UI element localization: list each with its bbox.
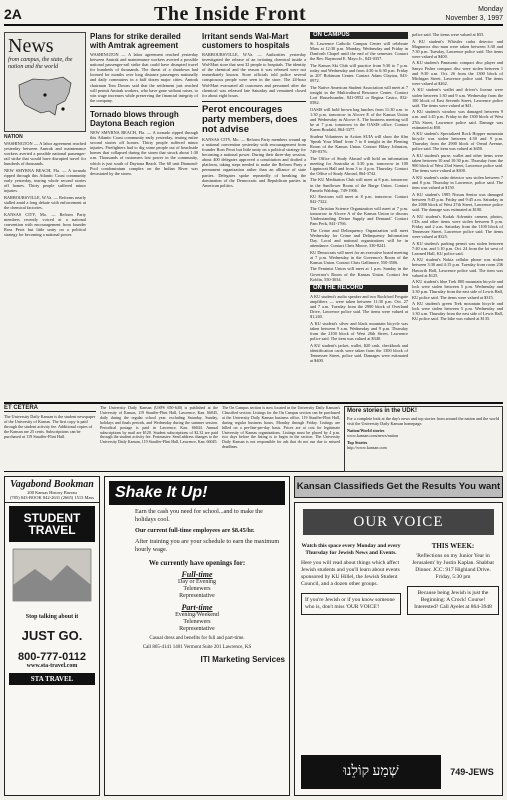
record-item: A KU student's parking permit was stolen between 7:40 a.m. and 1:10 p.m. Oct. 24 from the lot west of Learned Hall, KU police said. bbox=[412, 240, 503, 256]
masthead-info: The University Daily Kansan (USPS 650-640) is published at the University of Kansas, 119 Stauffer-Flint Hall, Lawrence, Kan. 66045, daily during the regular school year, excluding Saturday, Sunday, holidays and finals periods, and Wednesday during the summer session. Periodical postage is paid in Lawrence, Kan. 66044. Annual subscriptions by mail are $120. Student subscriptions of $2.32 are paid through the student activity fee. Postmaster: Send address changes to the University Daily Kansan, 119 Stauffer-Flint Hall, Lawrence, Kan. 66045. bbox=[100, 405, 218, 445]
column-stories-1 bbox=[90, 32, 198, 397]
et-cetera-box bbox=[4, 406, 96, 472]
divider bbox=[90, 106, 198, 107]
story-body: BARBOURSVILLE, W.Va. — Authorities yesterday investigated the release of an irritating chemical inside a Wal-Mart store that sent 32 people to hospitals. The identity of the chemical and the reason it was released were not immediately known. Store officials told police several conspicuous people were seen in the store. The 24-hour Wal-Mart evacuated all customers and personnel after the chemical was released late Saturday and remained closed for about eight hours. bbox=[202, 52, 306, 98]
issue-date: November 3, 1997 bbox=[445, 15, 503, 22]
campus-item: The Native American Student Association will meet at 7 tonight in the Multicultural Resource Center. Contact Lori Hasselwander, 841-0952 or Regina Castro, 832-0582. bbox=[310, 84, 408, 106]
story-headline: Perot encourages party members, does not advise bbox=[202, 103, 298, 135]
record-item: police said. The items were valued at $55. bbox=[412, 32, 485, 37]
campus-item: KU Environs will meet at 8 p.m. tomorrow. Contact 842-7322. bbox=[310, 194, 408, 205]
campus-item: The KU Meditation Club will meet at 8 p.m. tomorrow in the Sunflower Room of the Burge Union. Contact Pamela Waldrup, 749-1906. bbox=[310, 177, 408, 193]
record-item: A KU student's Whistler radar detector and Magnavox disc-man were taken between 3:30 and 7:30 p.m. Tuesday, Lawrence police said. The items were valued at $400. bbox=[412, 38, 503, 59]
ad-phone[interactable]: 749-JEWS bbox=[450, 767, 494, 777]
campus-item: The Feminist Union will meet at 1 p.m. Sunday in the Governor's Room of the Kansas Union. Contact Jen Koblin, 550-3034. bbox=[310, 266, 408, 282]
part-time-item: Telenewers bbox=[183, 619, 211, 625]
ad-line: Earn the cash you need for school...and to make the holidays cool. bbox=[135, 508, 263, 523]
company-logo: ITI Marketing Services bbox=[200, 655, 285, 664]
ad-shake-it-up bbox=[104, 476, 290, 796]
record-item: A KU student's window was damaged between 9 a.m. and 1:45 p.m. Friday in the 1300 block of West 27th Street, Lawrence police said. Damage was estimated at $50. bbox=[412, 109, 503, 130]
record-item: A KU student's radar detector was stolen between 7 and 8 p.m. Thursday in Lawrence, police said. The item was valued at $150. bbox=[412, 174, 503, 191]
full-time-item: Day or Evening bbox=[178, 579, 216, 585]
ad-phone[interactable]: 800-777-0112 bbox=[18, 651, 86, 663]
on-campus-heading: ON CAMPUS bbox=[310, 32, 408, 39]
record-item: A KU student's audio speaker and two Rockford Fosgate amplifiers — were taken between 11:30 p.m. Oct. 27 and 7 a.m. Tuesday from the 2900 block of Overland Drive, Lawrence police said. The items were valued at $1,240. bbox=[310, 293, 408, 320]
nation-kicker: NATION bbox=[4, 134, 23, 140]
et-cetera-heading: ET CETERA bbox=[4, 406, 96, 412]
ad-benefits: Casual dress and benefits for full and part-time. bbox=[149, 636, 245, 641]
divider bbox=[202, 101, 306, 102]
part-time-item: Evening/Weekend bbox=[175, 612, 219, 618]
ad-our-voice bbox=[294, 502, 503, 796]
campus-item: OASIS will hold brown bag lunches from 11:30 a.m. to 1:30 p.m. tomorrow in Alcove E of the Kansas Union and Wednesday in Alcove A. The business meeting will be at 7 p.m. tomorrow in the OASIS office. Contact Karen Rosdahl, 864-3377. bbox=[310, 106, 408, 133]
record-item: A KU student's Panasonic compact disc player and Sanyo Fisher compact disc were stolen between 1 and 9:30 a.m. Oct. 26 from the 1300 block of Michigan Street, Lawrence police said. The items were valued at $262. bbox=[412, 60, 503, 86]
campus-item: The Office of Study Abroad will hold an information meeting for Australia at 3:30 p.m. tomorrow in 100 Lippincott Hall and from 3 to 4 p.m. Thursday. Contact the Office of Study Abroad, 864-3742. bbox=[310, 155, 408, 176]
ad-contact: Call 865-4141 1401 Vermont Suite 201 Lawrence, KS bbox=[142, 645, 252, 650]
nation-item: WASHINGTON — A labor agreement reached yesterday between Amtrak and maintenance workers averted a possible national passenger-rail strike that would have disrupted travel for hundreds of thousands. bbox=[4, 141, 86, 167]
record-item: A KU student's Specialized Rock Hopper mountain bicycle was stolen between 4:30 and 9 p.m. Thursday from the 2900 block of Oread Avenue, police said. The item was valued at $450. bbox=[412, 131, 503, 152]
column-police-log bbox=[412, 32, 503, 397]
more-stories-box bbox=[344, 406, 503, 472]
day-of-week: Monday bbox=[478, 6, 503, 13]
news-title: News bbox=[8, 35, 54, 57]
story-headline: Tornado blows through Daytona Beach region bbox=[90, 109, 179, 128]
our-voice-callout: If you're Jewish or if you know someone who is, don't miss 'OUR VOICE'! bbox=[301, 593, 401, 615]
campus-item: The Crime and Delinquency Organization will meet Wednesday for Crime and Delinquency Information Day. Local and national organizations will be in attendance. Contact Chris Moore, 330-8241. bbox=[310, 227, 408, 249]
our-voice-right bbox=[407, 543, 499, 615]
student-travel-logo: STUDENT TRAVEL bbox=[9, 506, 95, 542]
ad-title: Vagabond Bookman bbox=[10, 479, 94, 490]
us-map-icon bbox=[15, 71, 75, 123]
story-body: KANSAS CITY, Mo. — Reform Party members wound up a national convention yesterday with encouragement from founder Ross Perot but little unity on a political strategy for becoming a national power. During their three-day session, about 400 delegates approved a constitution and drafted a platform, taking steps needed to make the Reform Party a permanent organization rather than an alliance of state parties. Delegates spoke repeatedly of breaking the domination of the Democratic and Republican parties in American politics. bbox=[202, 136, 306, 188]
story-body: NEW SMYRNA BEACH, Fla. — A tornado ripped through this Atlantic Coast community early yesterday, tearing entire second stories off homes. Thirty people suffered minor injuries. Firefighters had to dig some people out of beachside homes that collapsed during the storm that struck about 1:30 a.m. Thousands of customers lost power in the community, which is just south of Daytona Beach. The 60 unit Diamond-Pool condominium complex on the Indian River was devastated by the storm. bbox=[90, 129, 198, 176]
full-time-item: Telenewers bbox=[183, 586, 211, 592]
hebrew-logo-icon: שְׁמַע קוֹלֵנוּ bbox=[301, 755, 441, 789]
column-stories-2 bbox=[202, 32, 306, 397]
link-top-url[interactable]: http://www.kansan.com bbox=[347, 445, 387, 450]
ad-vagabond-bookman bbox=[4, 476, 100, 796]
ad-line: After training you are your schedule to earn the maximum hourly wage. bbox=[135, 538, 280, 553]
link-nation-world[interactable]: Nation/World stories bbox=[347, 428, 385, 433]
et-cetera-body: The University Daily Kansan is the student newspaper of the University of Kansas. The first copy is paid through the student activity fee. Additional copies of the Kansan are 25 cents. Subscriptions can be purchased at 119 Stauffer-Flint Hall. bbox=[4, 414, 96, 439]
record-item: A KU student's Nokia cellular phone was stolen between 3:30 and 4:15 p.m. Tuesday from room 236 Haworth Hall, Lawrence police said. The item was valued at $125. bbox=[412, 257, 503, 278]
campus-item: Student Volunteers in Action SUIA will show the film 'Speak Your Mind' from 7 to 8 tonight in the Fleming Room of the Kansas Union. Contact Hilary Johnston, 749-0376. bbox=[310, 133, 408, 154]
record-item: A KU student's green Trek mountain bicycle and lock were stolen between 5 p.m. Wednesday and 1:30 a.m. Thursday from the east side of Lewis Hall, KU police said. The bike was valued at $135. bbox=[412, 301, 503, 322]
ad-phones: (785) 843-BOOK 842-2631 (2665) 1513 Mass bbox=[5, 495, 99, 503]
on-the-record-heading: ON THE RECORD bbox=[310, 285, 408, 292]
nation-item: BARBOURSVILLE, W.Va. — Reforms nearly stalled amid a long debate with enforcement at the chemical factories. bbox=[4, 195, 86, 211]
link-nation-url[interactable]: www.kansan.com/news/nation bbox=[347, 433, 399, 438]
our-voice-title: OUR VOICE bbox=[303, 509, 494, 535]
page-header bbox=[4, 4, 503, 26]
part-time-item: Representative bbox=[179, 626, 215, 632]
ad-banner: Shake It Up! bbox=[109, 481, 285, 505]
record-item: A KU student's purse, wallet and other items were taken between 10 and 10:30 p.m. Thursday from the 900 block of West 23rd Street, Lawrence police said. The items were valued at $300. bbox=[412, 153, 503, 174]
ad-slogan: JUST GO. bbox=[21, 628, 83, 643]
ad-url[interactable]: www.sta-travel.com bbox=[26, 663, 78, 669]
sta-logo: STA TRAVEL bbox=[9, 673, 95, 685]
on-campus-note: The On Campus section is now located in the University Daily Kansan's Classified section. Listings for the On Campus section can be purchased at the University Daily Kansan business office, 119 Stauffer-Flint Hall, during regular business hours, Monday through Friday. Listings are billed on a per-line-per-day basis. Prices are at cost for legitimate University of Kansas organizations. Listings must be placed by 4 p.m. two days before the listing is to begin in the section. The University Daily Kansan is not responsible for ads that do not run due to missed deadlines. bbox=[222, 405, 340, 450]
ad-classifieds: Kansan Classifieds Get the Results You want bbox=[294, 476, 503, 498]
campus-item: KU Democrats will meet for an executive board meeting at 7 p.m. Wednesday in the Governor's Room of the Kansas Union. Contact Chris Gallimore, 550-3506. bbox=[310, 249, 408, 265]
openings-heading: We currently have openings for: bbox=[148, 559, 246, 567]
campus-item: The Christian Science Organization will meet at 7 p.m. tomorrow in Alcove A of the Kansas Union to discuss 'Understanding Divine Supply and Demand.' Contact Pam Peck, 841-1766. bbox=[310, 205, 408, 227]
course-callout: Because being Jewish is just the Beginning: A Crock! Course! Interested? Call Ayelet at 864-3948 bbox=[407, 586, 499, 615]
more-stories-body: For a complete look at the day's news and top stories from around the nation and the world visit the University Daily Kansan homepage. bbox=[347, 416, 500, 426]
full-time-item: Representative bbox=[179, 593, 215, 599]
record-item: A KU student's Kodak Advantix camera, photos, CDs and other items were stolen between 8 p.m. Friday and 2 a.m. Saturday from the 1100 block of Tennessee Street, Lawrence police said. The items were valued at $325. bbox=[412, 213, 503, 239]
column-on-campus bbox=[310, 32, 408, 397]
section-title: The Inside Front bbox=[154, 3, 307, 25]
record-item: A KU student's blue Trek 800 mountain bicycle and lock were stolen between 5 p.m. Wednesday and 3:30 p.m. Thursday from the east side of Lewis Hall, KU police said. The items were valued at $315. bbox=[412, 279, 503, 300]
record-item: A KU student's silver and black mountain bicycle was taken between 9 a.m. Wednesday and 9 p.m. Thursday from the 2100 block of West 26th Street, Lawrence police said. The item was valued at $340. bbox=[310, 320, 408, 342]
record-item: A KU student's wallet and driver's license were stolen between 1:30 and 9 a.m. Wednesday from the 100 block of East Seventh Street, Lawrence police said. The items were valued at $41. bbox=[412, 87, 503, 108]
ad-tagline: Stop talking about it bbox=[25, 614, 79, 620]
our-voice-body: Here you will read about things which affect Jewish students and you'll learn about events sponsored by KU Hillel, the Jewish Student Council, and a dozen other groups. bbox=[301, 560, 400, 587]
campus-item: St. Lawrence Catholic Campus Center will celebrate Mass at 12:30 p.m. Monday, Wednesday and Friday in Danforth Chapel until the end of the semester. Contact the Rev. Raymond E. Mayo Jr., 843-0357. bbox=[310, 41, 408, 62]
our-voice-lead: Watch this space every Monday and every Thursday for Jewish News and Events. bbox=[301, 543, 401, 556]
record-item: A KU student's 1985 Nissan Sentra was damaged between 9:45 p.m. Friday and 9:45 a.m. Saturday in the 2000 block of West 27th Street, Lawrence police said. The damage was estimated at $100. bbox=[412, 191, 503, 212]
travel-photo-icon bbox=[5, 545, 99, 605]
our-voice-left bbox=[301, 543, 401, 615]
more-stories-heading: More stories in the UDK! bbox=[347, 408, 418, 414]
this-week-heading: THIS WEEK: bbox=[431, 542, 475, 550]
story-headline: Plans for strike derailed with Amtrak agreement bbox=[90, 32, 181, 50]
nation-item: NEW SMYRNA BEACH, Fla. — A tornado ripped through this Atlantic Coast community early yesterday, tearing whole second stories off homes. Thirty people suffered minor injuries. bbox=[4, 168, 86, 194]
column-news-digest bbox=[4, 32, 86, 397]
news-box bbox=[4, 32, 86, 132]
link-top-stories[interactable]: Top Stories bbox=[347, 440, 368, 445]
nation-item: KANSAS CITY, Mo. — Reform Party members recently voiced at a national convention with encouragement from founder Ross Perot but little unity on a political strategy for becoming a national power. bbox=[4, 211, 86, 238]
story-body: WASHINGTON — A labor agreement reached yesterday between Amtrak and maintenance workers averted a possible national passenger-rail strike that could have disrupted travel for hundreds of thousands. The threat of a shutdown had loomed for months over long distance passengers nationally and daily commuters in a half dozen major cities. Amtrak chairman Tom Downs said that the settlement just reached will permit Amtrak workers, who have gone without raises, to win wage increases while preserving the financial integrity of the company. bbox=[90, 52, 198, 103]
dateline bbox=[445, 5, 503, 23]
news-subtitle: from campus, the state, the nation and the world bbox=[8, 57, 73, 70]
record-item: A KU student's jacket, wallet, $20 cash, checkbook and identification cards were taken from the 1300 block of Tennessee Street, police said. Damages were estimated at $400. bbox=[310, 342, 408, 363]
full-time-label: Full-time bbox=[181, 570, 213, 579]
campus-item: The Kansas Ski Club will practice from 5:30 to 7 p.m. today and Wednesday and from 4:30 to 6:30 p.m. Friday in 207 Robinson Center. Contact Adam Clayton, 843-0972. bbox=[310, 62, 408, 84]
part-time-label: Part-time bbox=[181, 603, 213, 612]
this-week-event: 'Reflections on my Junior Year in Jerusalem' by Justin Kaplan. Shabbat Dinner. JCC: 917 Highland Drive. Friday, 5:30 pm bbox=[412, 553, 494, 580]
page-number: 2A bbox=[4, 6, 22, 22]
ad-address: 200 Kansas History Bureau bbox=[27, 490, 77, 495]
story-headline: Irritant sends Wal-Mart customers to hospitals bbox=[202, 32, 290, 50]
info-band bbox=[4, 402, 503, 472]
ad-line: Our current full-time employees are $8.45/hr. bbox=[135, 527, 255, 534]
